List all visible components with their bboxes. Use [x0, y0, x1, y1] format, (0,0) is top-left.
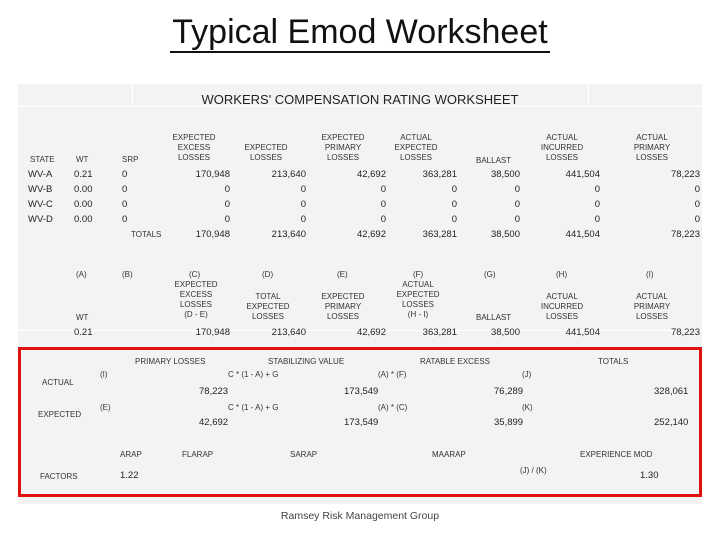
cell-wt: 0.00: [74, 184, 93, 195]
row-label-expected: EXPECTED: [38, 410, 82, 419]
header-line: EXPECTED: [172, 133, 216, 142]
total-expected-excess: 170,948: [195, 229, 230, 240]
header-line: LOSSES: [399, 153, 432, 162]
cell-actual-expected: 0: [451, 214, 457, 225]
cell-expected-excess: 0: [224, 184, 230, 195]
header-line: LOSSES: [635, 312, 668, 321]
header-line: ACTUAL: [546, 133, 578, 142]
actual-primary-letter: (I): [100, 370, 108, 379]
cell-expected-primary: 0: [380, 199, 386, 210]
expected-primary-value: 42,692: [199, 417, 229, 428]
header-srp: SRP: [122, 155, 139, 164]
actual-re-value: 76,289: [494, 386, 524, 397]
cell-expected-excess: 0: [224, 199, 230, 210]
total-expected-primary: 42,692: [356, 229, 386, 240]
calc-ratable-excess-label: RATABLE EXCESS: [420, 357, 490, 366]
summary-wt: 0.21: [74, 327, 93, 338]
factors-label: FACTORS: [40, 472, 78, 481]
cell-expected-excess: 0: [224, 214, 230, 225]
cell-srp: 0: [122, 199, 128, 210]
expected-sv-formula: C * (1 - A) + G: [228, 403, 279, 412]
letter-e: (E): [337, 270, 348, 279]
header-line: LOSSES: [251, 312, 284, 321]
header-line: LOSSES: [326, 312, 359, 321]
header-line: (H - I): [407, 310, 429, 319]
letter-c: (C): [189, 270, 201, 279]
header-line: LOSSES: [326, 153, 359, 162]
calc-totals-label: TOTALS: [598, 357, 629, 366]
header-line: PRIMARY: [324, 302, 362, 311]
header-actual-expected: [386, 133, 446, 163]
letter-f: (F): [413, 270, 424, 279]
cell-expected-excess: 170,948: [195, 169, 230, 180]
header-state: STATE: [30, 155, 55, 164]
cell-actual-expected: 0: [451, 199, 457, 210]
header-line: ACTUAL: [636, 292, 668, 301]
total-actual-primary: 78,223: [670, 229, 700, 240]
actual-sv-formula: C * (1 - A) + G: [228, 370, 279, 379]
header-line: EXPECTED: [321, 292, 365, 301]
letter-i: (I): [646, 270, 654, 279]
header-line: PRIMARY: [633, 143, 671, 152]
expected-primary-letter: (E): [100, 403, 111, 412]
row-label-actual: ACTUAL: [42, 378, 74, 387]
cell-wt: 0.21: [74, 169, 93, 180]
expected-sv-value: 173,549: [344, 417, 379, 428]
total-actual-expected: 363,281: [422, 229, 457, 240]
cell-expected-primary: 0: [380, 214, 386, 225]
summary-f: 363,281: [422, 327, 457, 338]
cell-srp: 0: [122, 184, 128, 195]
summary-g: 38,500: [490, 327, 520, 338]
header-line: ACTUAL: [546, 292, 578, 301]
header-line: EXPECTED: [174, 280, 218, 289]
header-line: LOSSES: [249, 153, 282, 162]
header-line: LOSSES: [635, 153, 668, 162]
slide-title: [0, 10, 720, 54]
sub-header-d: [238, 292, 298, 322]
cell-ballast: 0: [514, 214, 520, 225]
actual-total-value: 328,061: [654, 386, 689, 397]
sub-header-wt: WT: [76, 313, 89, 322]
cell-ballast: 38,500: [490, 169, 520, 180]
header-line: LOSSES: [401, 300, 434, 309]
cell-actual-incurred: 0: [594, 199, 600, 210]
factor-arap-label: ARAP: [120, 450, 142, 459]
header-actual-incurred: [532, 133, 592, 163]
factor-maarap-label: MAARAP: [432, 450, 466, 459]
expected-total-letter: (K): [522, 403, 533, 412]
sub-header-h: [532, 292, 592, 322]
summary-c: 170,948: [195, 327, 230, 338]
header-line: LOSSES: [545, 153, 578, 162]
expected-re-formula: (A) * (C): [378, 403, 408, 412]
header-expected-losses: [236, 143, 296, 163]
actual-primary-value: 78,223: [199, 386, 229, 397]
header-line: EXPECTED: [394, 143, 438, 152]
letter-d: (D): [262, 270, 274, 279]
header-ballast: BALLAST: [476, 156, 512, 165]
factor-sarap-label: SARAP: [290, 450, 318, 459]
header-line: PRIMARY: [324, 143, 362, 152]
letter-g: (G): [484, 270, 496, 279]
worksheet-title: WORKERS' COMPENSATION RATING WORKSHEET: [201, 92, 519, 107]
actual-sv-value: 173,549: [344, 386, 379, 397]
factor-arap-value: 1.22: [120, 470, 139, 481]
cell-srp: 0: [122, 214, 128, 225]
cell-actual-incurred: 441,504: [565, 169, 600, 180]
cell-expected-losses: 213,640: [271, 169, 306, 180]
cell-state: WV-B: [28, 184, 53, 195]
header-line: EXCESS: [177, 143, 211, 152]
header-line: LOSSES: [177, 153, 210, 162]
summary-e: 42,692: [356, 327, 386, 338]
header-line: ACTUAL: [400, 133, 432, 142]
header-line: (D - E): [184, 310, 208, 319]
cell-state: WV-A: [28, 169, 53, 180]
total-expected-losses: 213,640: [271, 229, 306, 240]
cell-actual-primary: 0: [694, 214, 700, 225]
header-line: ACTUAL: [636, 133, 668, 142]
calc-primary-losses-label: PRIMARY LOSSES: [135, 357, 206, 366]
calc-stabilizing-value-label: STABILIZING VALUE: [268, 357, 345, 366]
cell-ballast: 0: [514, 184, 520, 195]
header-line: TOTAL: [255, 292, 281, 301]
factor-mod-formula: (J) / (K): [520, 466, 547, 475]
sub-header-e: [313, 292, 373, 322]
cell-state: WV-D: [28, 214, 53, 225]
header-line: PRIMARY: [633, 302, 671, 311]
actual-re-formula: (A) * (F): [378, 370, 407, 379]
experience-mod-value: 1.30: [640, 470, 659, 481]
cell-expected-losses: 0: [300, 184, 306, 195]
header-line: EXPECTED: [244, 143, 288, 152]
cell-actual-expected: 363,281: [422, 169, 457, 180]
letter-h: (H): [556, 270, 568, 279]
total-actual-incurred: 441,504: [565, 229, 600, 240]
summary-h: 441,504: [565, 327, 600, 338]
header-line: EXPECTED: [246, 302, 290, 311]
cell-expected-primary: 0: [380, 184, 386, 195]
cell-expected-losses: 0: [300, 214, 306, 225]
header-line: LOSSES: [179, 300, 212, 309]
header-expected-excess: [164, 133, 224, 163]
cell-expected-losses: 0: [300, 199, 306, 210]
cell-srp: 0: [122, 169, 128, 180]
sub-header-c: [166, 280, 226, 320]
cell-actual-incurred: 0: [594, 214, 600, 225]
letter-b: (B): [122, 270, 133, 279]
summary-d: 213,640: [271, 327, 306, 338]
header-wt: WT: [76, 155, 89, 164]
cell-state: WV-C: [28, 199, 53, 210]
header-line: INCURRED: [540, 143, 584, 152]
summary-i: 78,223: [670, 327, 700, 338]
header-actual-primary: [622, 133, 682, 163]
factor-experience-mod-label: EXPERIENCE MOD: [580, 450, 653, 459]
header-line: LOSSES: [545, 312, 578, 321]
header-line: ACTUAL: [402, 280, 434, 289]
factor-flarap-label: FLARAP: [182, 450, 214, 459]
cell-wt: 0.00: [74, 214, 93, 225]
letter-a: (A): [76, 270, 87, 279]
header-line: EXPECTED: [321, 133, 365, 142]
cell-ballast: 0: [514, 199, 520, 210]
cell-actual-incurred: 0: [594, 184, 600, 195]
totals-label: TOTALS: [131, 230, 162, 239]
cell-actual-expected: 0: [451, 184, 457, 195]
header-expected-primary: [313, 133, 373, 163]
slide-title-text: Typical Emod Worksheet: [172, 13, 548, 51]
cell-actual-primary: 0: [694, 199, 700, 210]
header-line: EXCESS: [179, 290, 213, 299]
actual-total-letter: (J): [522, 370, 532, 379]
expected-re-value: 35,899: [494, 417, 524, 428]
sub-header-f: [388, 280, 448, 320]
expected-total-value: 252,140: [654, 417, 689, 428]
footer-credit: Ramsey Risk Management Group: [280, 510, 440, 522]
sub-header-i: [622, 292, 682, 322]
header-line: EXPECTED: [396, 290, 440, 299]
total-ballast: 38,500: [490, 229, 520, 240]
cell-actual-primary: 0: [694, 184, 700, 195]
cell-expected-primary: 42,692: [356, 169, 386, 180]
cell-wt: 0.00: [74, 199, 93, 210]
sub-header-g: BALLAST: [476, 313, 512, 322]
header-line: INCURRED: [540, 302, 584, 311]
cell-actual-primary: 78,223: [670, 169, 700, 180]
